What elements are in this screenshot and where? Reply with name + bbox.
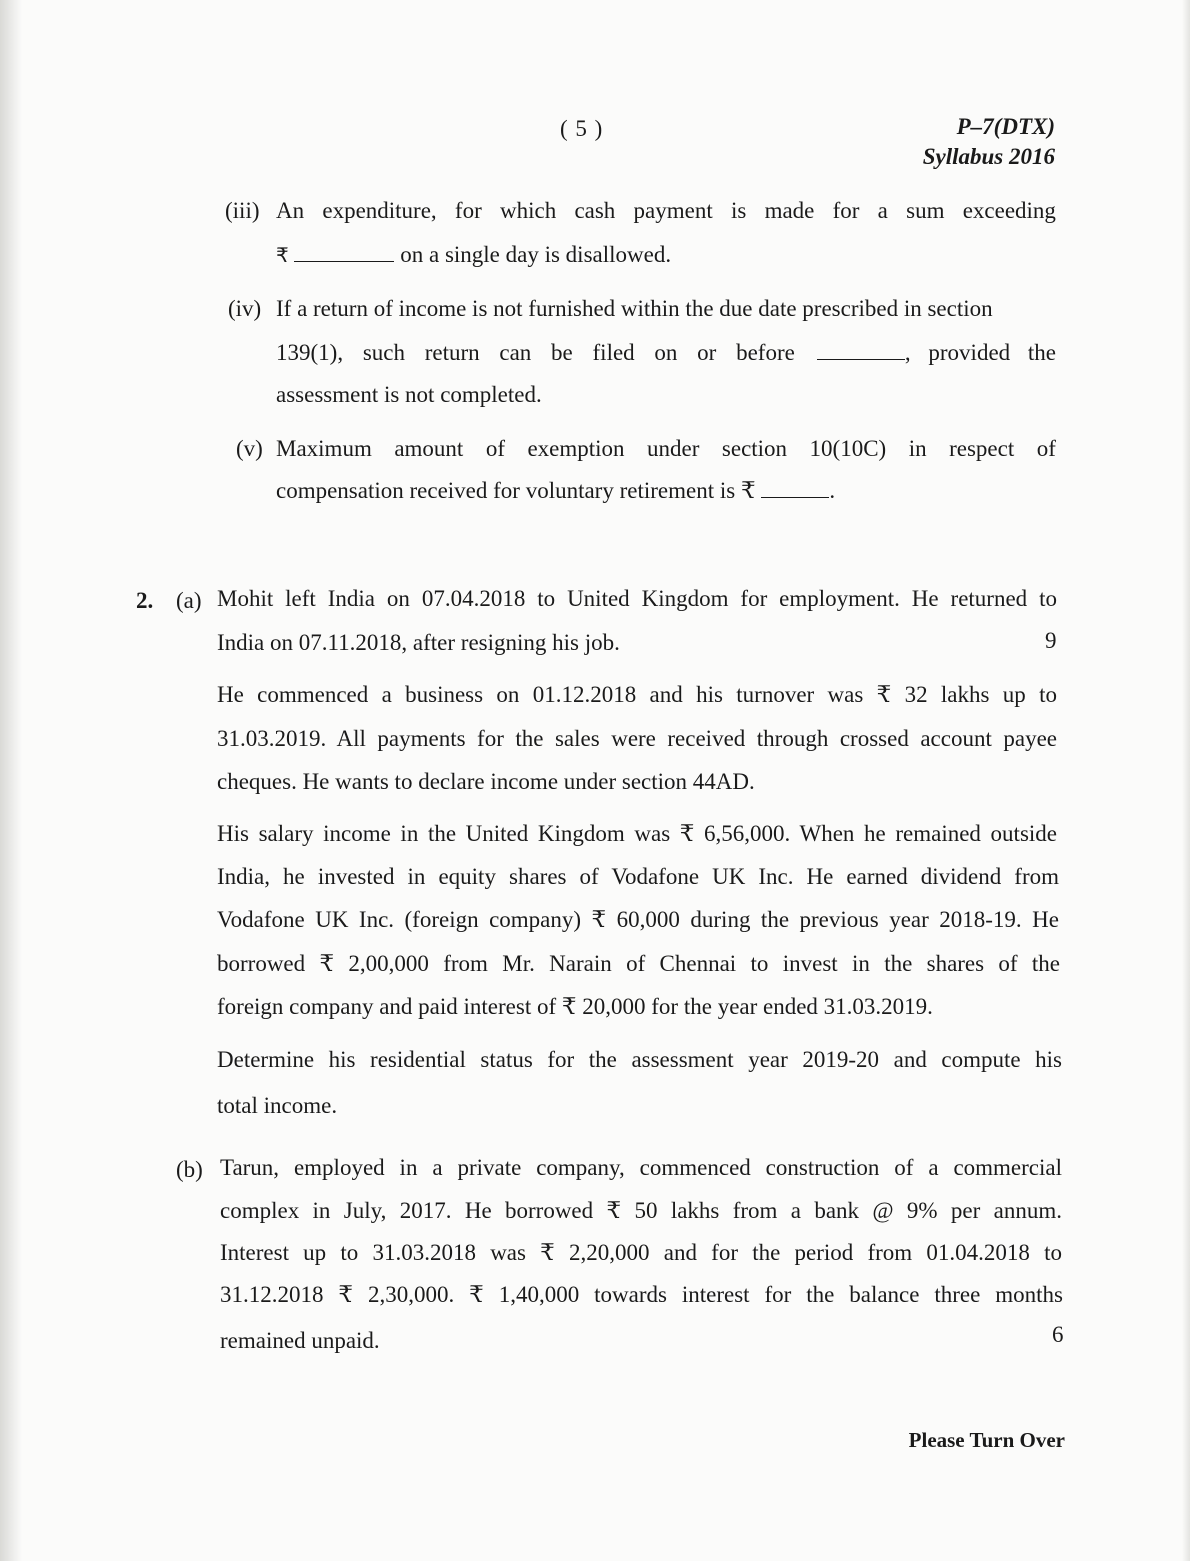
word: payment	[633, 198, 713, 223]
q2-a-line: Vodafone UK Inc. (foreign company) ₹ 60,000 during the previous year 2018-19. He	[217, 907, 1059, 932]
answer-blank	[817, 341, 905, 360]
q2-b-marks: 6	[1052, 1322, 1064, 1347]
q1-iv-label: (iv)	[228, 296, 262, 321]
word: section	[721, 436, 788, 461]
scan-edge-shadow-right	[1182, 0, 1190, 1561]
word: of	[485, 436, 505, 461]
q2-b-line: Interest up to 31.03.2018 was ₹ 2,20,000 and for the period from 01.04.2018 to	[220, 1240, 1062, 1265]
word: respect	[949, 436, 1015, 461]
q1-v-label: (v)	[236, 436, 263, 461]
q2-a-line: borrowed ₹ 2,00,000 from Mr. Narain of Chennai to invest in the shares of the	[217, 951, 1060, 976]
word: made	[764, 198, 815, 223]
word: for	[454, 198, 482, 223]
q1-iv-line2-right: , provided the	[904, 340, 1056, 365]
please-turn-over: Please Turn Over	[908, 1428, 1065, 1452]
q1-iii-label: (iii)	[225, 198, 260, 223]
q2-b-line: complex in July, 2017. He borrowed ₹ 50 lakhs from a bank @ 9% per annum.	[220, 1198, 1062, 1223]
word: An	[276, 198, 305, 223]
q1-iv-line2-left: 139(1), such return can be filed on or before	[276, 340, 795, 365]
word: expenditure,	[322, 198, 437, 223]
syllabus-label: Syllabus 2016	[922, 144, 1055, 169]
paper-code-block	[923, 112, 1055, 172]
q2-b-line: remained unpaid.	[220, 1328, 380, 1353]
page-number: ( 5 )	[560, 116, 604, 141]
q1-v-line2	[276, 478, 835, 504]
q2-a-line: He commenced a business on 01.12.2018 and his turnover was ₹ 32 lakhs up to	[217, 682, 1057, 707]
rupee-symbol: ₹	[276, 243, 289, 267]
word: which	[499, 198, 557, 223]
word: a	[877, 198, 888, 223]
word: amount	[394, 436, 464, 461]
scan-edge-shadow	[0, 0, 22, 1561]
q2-a-line: cheques. He wants to declare income under section 44AD.	[217, 769, 755, 794]
q2-a-line: total income.	[217, 1093, 338, 1118]
word: Maximum	[276, 436, 372, 461]
q2-a-line: India, he invested in equity shares of Vodafone UK Inc. He earned dividend from	[217, 864, 1059, 889]
word: under	[647, 436, 700, 461]
q2-a-line: 31.03.2019. All payments for the sales were received through crossed account payee	[217, 726, 1057, 751]
q1-iv-line1: If a return of income is not furnished within the due date prescribed in section	[276, 296, 993, 321]
q2-number: 2.	[136, 588, 154, 613]
q2-a-label: (a)	[176, 588, 202, 613]
q2-a-line: Mohit left India on 07.04.2018 to United Kingdom for employment. He returned to	[217, 586, 1057, 611]
q2-a-line: foreign company and paid interest of ₹ 20,000 for the year ended 31.03.2019.	[217, 994, 933, 1019]
q2-b-label: (b)	[176, 1157, 203, 1182]
word: is	[730, 198, 747, 223]
q1-iv-line2-right-group	[817, 340, 1056, 366]
q2-a-line: India on 07.11.2018, after resigning his job.	[217, 630, 620, 655]
word: sum	[906, 198, 945, 223]
word: in	[908, 436, 927, 461]
word: exemption	[527, 436, 625, 461]
answer-blank	[294, 243, 394, 262]
q2-a-line: His salary income in the United Kingdom was ₹ 6,56,000. When he remained outside	[217, 821, 1057, 846]
q2-a-marks: 9	[1045, 628, 1057, 653]
q1-iv-line3: assessment is not completed.	[276, 382, 542, 407]
q2-b-line: 31.12.2018 ₹ 2,30,000. ₹ 1,40,000 towards interest for the balance three months	[220, 1282, 1063, 1307]
q1-iv-line2	[276, 340, 1056, 366]
paper-code: P–7(DTX)	[956, 114, 1055, 139]
word: of	[1036, 436, 1056, 461]
q1-v-text: compensation received for voluntary retirement is ₹	[276, 478, 756, 503]
word: for	[832, 198, 860, 223]
answer-blank	[761, 479, 829, 498]
q1-iii-line1	[276, 198, 1056, 224]
q1-iii-text: on a single day is disallowed.	[400, 242, 672, 267]
word: 10(10C)	[809, 436, 887, 461]
q2-a-line: Determine his residential status for the assessment year 2019-20 and compute his	[217, 1047, 1062, 1072]
q1-iii-line2	[276, 242, 671, 268]
q2-b-line: Tarun, employed in a private company, commenced construction of a commercial	[220, 1155, 1062, 1180]
q1-v-period: .	[829, 478, 836, 503]
word: cash	[574, 198, 616, 223]
q1-v-line1	[276, 436, 1056, 462]
word: exceeding	[962, 198, 1056, 223]
